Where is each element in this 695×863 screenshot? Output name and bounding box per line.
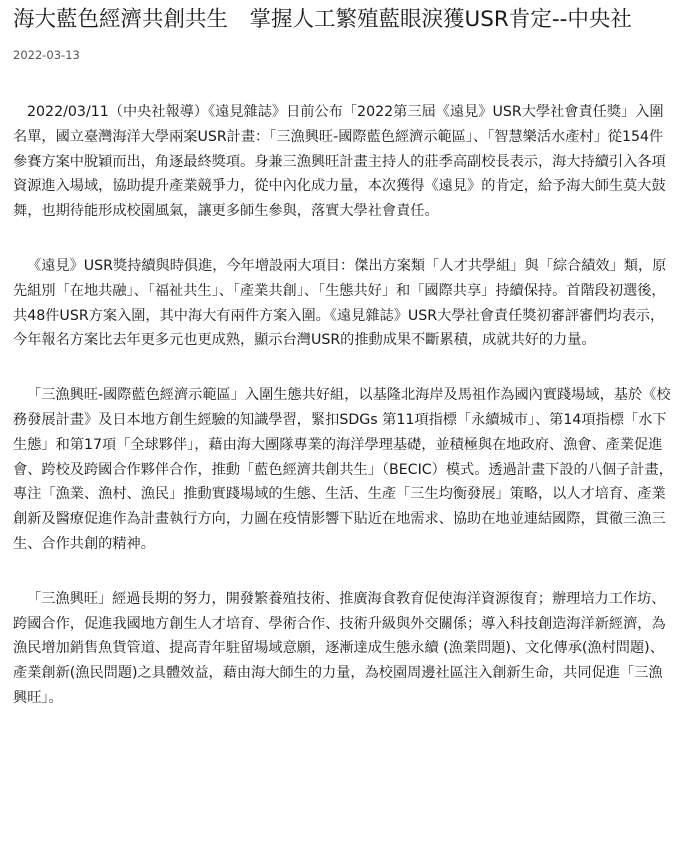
article-paragraph: 2022/03/11（中央社報導）《遠見雜誌》日前公布「2022第三屆《遠見》USR大學社會責任獎」入圍名單，國立臺灣海洋大學兩案USR計畫：「三漁興旺-國際藍色經濟示範區」、「智慧樂活水產村」從154件參賽方案中脫穎而出，角逐最終獎項。身兼三漁興旺計畫主持人的莊季高副校長表示，海大持續引入各項資源進入場域，協助提升產業競爭力，從中內化成力量，本次獲得《遠見》的肯定，給予海大師生莫大鼓舞，也期待能形成校園風氣，讓更多師生參與，落實大學社會責任。 xyxy=(13,104,666,220)
article-paragraph: 「三漁興旺-國際藍色經濟示範區」入圍生態共好組，以基隆北海岸及馬祖作為國內實踐場域，基於《校務發展計畫》及日本地方創生經驗的知識學習，緊扣SDGs 第11項指標「永續城市」、第14項指標「水下生態」和第17項「全球夥伴」，藉由海大團隊專業的海洋學理基礎，並積極與在地政府、漁會、產業促進會、跨校及跨國合作夥伴合作，推動「藍色經濟共創共生」（BECIC）模式。透過計畫下設的八個子計畫，專注「漁業、漁村、漁民」推動實踐場域的生態、生活、生產「三生均衡發展」策略，以人才培育、產業創新及醫療促進作為計畫執行方向，力圖在疫情影響下貼近在地需求、協助在地並連結國際，貫徹三漁三生、合作共創的精神。 xyxy=(13,387,673,552)
article-paragraph: 「三漁興旺」經過長期的努力，開發繁養殖技術、推廣海食教育促使海洋資源復育；辦理培力工作坊、跨國合作，促進我國地方創生人才培育、學術合作、技術升級與外交關係；導入科技創造海洋新經濟，為漁民增加銷售魚貨管道、提高青年駐留場域意願，逐漸達成生態永續 (漁業問題)、文化傳承(漁村問題)、產業創新(漁民問題)之具體效益，藉由海大師生的力量，為校園周邊社區注入創新生命，共同促進「三漁興旺」。 xyxy=(13,590,666,706)
article-paragraph: 《遠見》USR獎持續與時俱進，今年增設兩大項目：傑出方案類「人才共學組」與「綜合績效」類，原先組別「在地共融」、「福祉共生」、「產業共創」、「生態共好」和「國際共享」持續保持。首階段初選後，共48件USR方案入圍，其中海大有兩件方案入圍。《遠見雜誌》USR大學社會責任獎初審評審們均表示，今年報名方案比去年更多元也更成熟，顯示台灣USR的推動成果不斷累積，成就共好的力量。 xyxy=(13,257,667,349)
article-date: 2022-03-13 xyxy=(13,48,80,62)
article-body xyxy=(13,100,673,711)
article-title: 海大藍色經濟共創共生 掌握人工繁殖藍眼淚獲USR肯定--中央社 xyxy=(13,7,632,32)
